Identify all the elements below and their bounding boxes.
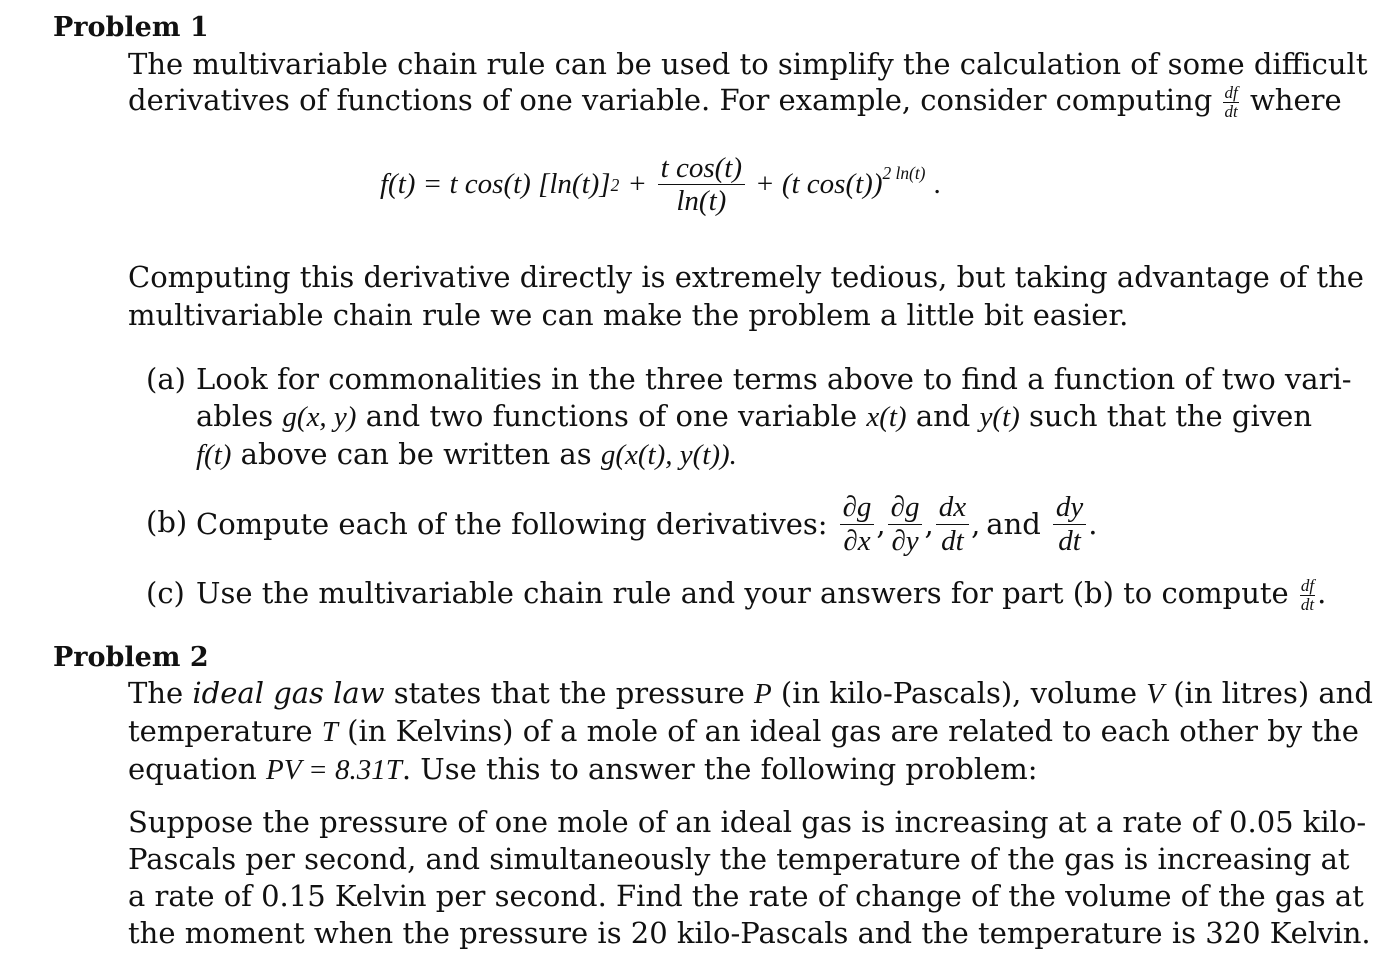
p2-line-1 xyxy=(128,676,1373,711)
part-c-label: (c) xyxy=(146,576,185,610)
formula-term-3: + (t cos(t)) xyxy=(755,168,883,201)
part-b-label: (b) xyxy=(146,505,188,539)
formula-plus: + xyxy=(629,168,646,201)
p2-text-8: . Use this to answer the following problem: xyxy=(401,752,1038,786)
dg-dy-den: ∂y xyxy=(891,524,919,557)
dg-dy-fraction xyxy=(888,492,923,556)
var-T: T xyxy=(321,716,338,748)
period: . xyxy=(1317,576,1327,610)
dy-dt-num: dy xyxy=(1053,492,1086,524)
part-c-line xyxy=(196,576,1326,613)
dg-dx-fraction xyxy=(840,492,875,556)
part-a-label: (a) xyxy=(146,362,186,396)
part-a-y-t: y(t) xyxy=(979,401,1020,433)
df-den: dt xyxy=(1224,101,1238,121)
dy-dt-den: dt xyxy=(1058,524,1081,557)
p2-text-3: (in kilo-Pascals), volume xyxy=(780,676,1138,710)
formula-end: . xyxy=(933,168,941,201)
part-a-g-composite: g(x(t), y(t)). xyxy=(600,439,737,471)
part-c-df-dt xyxy=(1300,577,1315,614)
problem-2-title: Problem 2 xyxy=(53,642,209,673)
part-a-f-t: f(t) xyxy=(196,439,232,471)
p2-para-line-1: Suppose the pressure of one mole of an ideal gas is increasing at a rate of 0.05 kilo- xyxy=(128,805,1367,839)
part-a-text-4: above can be written as xyxy=(240,437,592,471)
var-P: P xyxy=(753,678,772,710)
p2-text-2: states that the pressure xyxy=(393,676,745,710)
p1-intro-line-2-text: derivatives of functions of one variable. For example, consider computing xyxy=(128,83,1213,117)
p1-para-line-2: multivariable chain rule we can make the problem a little bit easier. xyxy=(128,298,1129,332)
display-formula-f: f(t) = t cos(t) [ln(t)] 2 + $\frac{\text{t cos(t)}}{\ln(t)}$ + (t cos(t)) $^{2 ln(t)}$ . xyxy=(380,152,941,218)
p1-intro-line-2 xyxy=(128,83,1342,120)
formula-lhs: f(t) = t cos(t) [ln(t)] xyxy=(380,168,611,201)
p1-para-line-1: Computing this derivative directly is extremely tedious, but taking advantage of the xyxy=(128,260,1364,294)
comma: , xyxy=(876,507,886,541)
p2-para-line-3: a rate of 0.15 Kelvin per second. Find the rate of change of the volume of the gas at xyxy=(128,879,1364,913)
part-a-text-2: and two functions of one variable xyxy=(365,399,858,433)
ideal-gas-equation: PV = 8.31T xyxy=(265,754,402,786)
part-b-line xyxy=(196,486,1097,562)
p2-text-6: (in Kelvins) of a mole of an ideal gas are related to each other by the xyxy=(347,714,1359,748)
part-a-text: ables xyxy=(196,399,274,433)
df-num: df xyxy=(1224,82,1238,102)
part-a-g-xy: g(x, y) xyxy=(282,401,357,433)
p2-text-7: equation xyxy=(128,752,257,786)
part-c-text: Use the multivariable chain rule and your answers for part (b) to compute xyxy=(196,576,1289,610)
p2-line-2 xyxy=(128,714,1359,749)
part-b-text: Compute each of the following derivatives: xyxy=(196,507,828,541)
part-a-and: and xyxy=(915,399,971,433)
dg-dx-num: ∂g xyxy=(840,492,875,524)
formula-frac-den: ln(t) xyxy=(676,185,727,218)
part-a-line-1: Look for commonalities in the three terms above to find a function of two vari- xyxy=(196,362,1352,396)
formula-fraction xyxy=(658,153,745,217)
dx-dt-den: dt xyxy=(941,524,964,557)
p2-text: The xyxy=(128,676,184,710)
comma: , xyxy=(971,507,981,541)
comma: , xyxy=(924,507,934,541)
part-a-x-t: x(t) xyxy=(866,401,907,433)
dg-dx-den: ∂x xyxy=(843,524,871,557)
part-c-df-den: dt xyxy=(1300,594,1315,614)
df-dt-fraction xyxy=(1223,84,1238,121)
dg-dy-num: ∂g xyxy=(888,492,923,524)
p2-para-line-2: Pascals per second, and simultaneously the temperature of the gas is increasing at xyxy=(128,842,1350,876)
problem-1-title: Problem 1 xyxy=(53,12,209,43)
p2-line-3 xyxy=(128,752,1038,787)
part-c-df-num: df xyxy=(1300,575,1315,595)
p2-text-4: (in litres) and xyxy=(1173,676,1373,710)
dx-dt-fraction xyxy=(936,492,969,556)
p2-para-line-4: the moment when the pressure is 20 kilo-Pascals and the temperature is 320 Kelvin. xyxy=(128,916,1371,950)
dx-dt-num: dx xyxy=(936,492,969,524)
ideal-gas-law-term: ideal gas law xyxy=(192,676,385,710)
part-a-text-3: such that the given xyxy=(1029,399,1312,433)
period: . xyxy=(1088,507,1098,541)
var-V: V xyxy=(1146,678,1165,710)
part-b-and: and xyxy=(986,507,1041,541)
p1-intro-line-1: The multivariable chain rule can be used to simplify the calculation of some difficult xyxy=(128,47,1368,81)
part-a-line-3 xyxy=(196,437,737,472)
p2-text-5: temperature xyxy=(128,714,313,748)
dy-dt-fraction xyxy=(1053,492,1086,556)
p1-intro-where: where xyxy=(1249,83,1342,117)
part-a-line-2 xyxy=(196,399,1312,434)
formula-frac-num: t cos(t) xyxy=(658,153,745,185)
